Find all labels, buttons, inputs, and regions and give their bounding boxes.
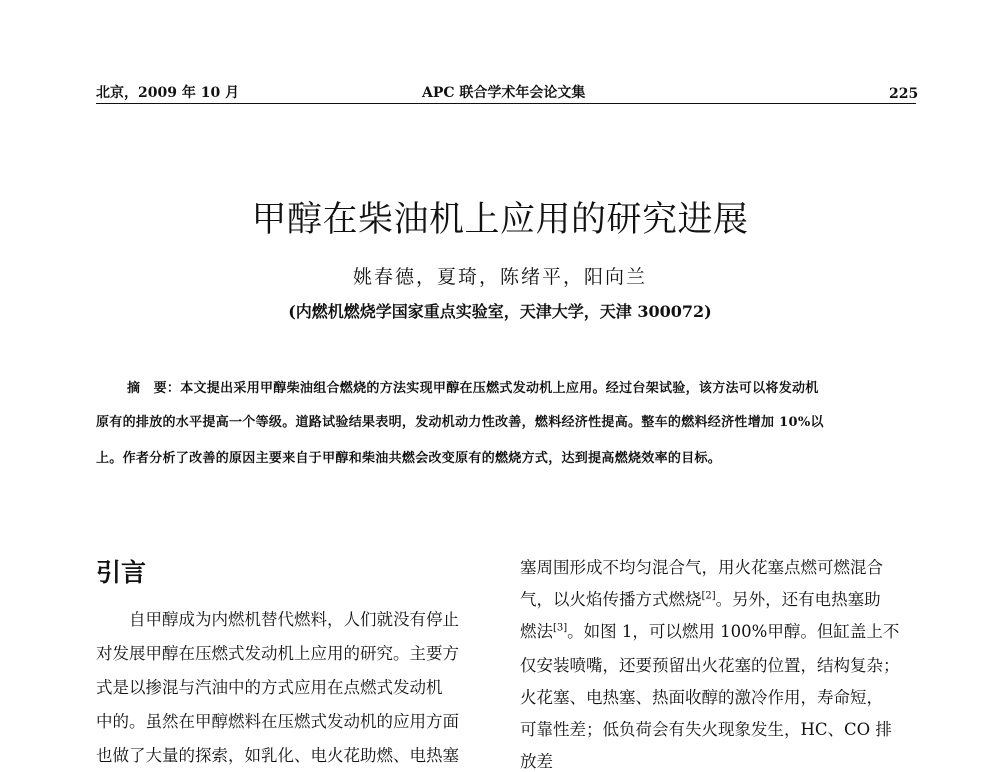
author-list: 姚春德，夏琦，陈绪平，阳向兰: [352, 266, 647, 288]
abstract-line: 摘 要：本文提出采用甲醇柴油组合燃烧的方法实现甲醇在压燃式发动机上应用。经过台架试验，该方法可以将发动机: [127, 381, 819, 396]
running-header-proceedings: APC 联合学术年会论文集: [422, 85, 586, 101]
body-line-right: 塞周围形成不均匀混合气，用火花塞点燃可燃混合: [520, 558, 883, 577]
body-line-right: 放差: [520, 752, 553, 771]
citation-ref: [3]: [553, 622, 568, 634]
body-line-right: [520, 618, 899, 642]
text-segment: 燃法: [520, 622, 553, 641]
running-header-date: 北京，2009 年 10 月: [96, 85, 240, 101]
text-segment: 气，以火焰传播方式燃烧: [520, 590, 702, 609]
body-line-right: 可靠性差；低负荷会有失火现象发生，HC、CO 排: [520, 720, 892, 739]
body-line-right: 火花塞、电热塞、热面收醇的激冷作用，寿命短，: [520, 688, 883, 707]
text-segment: 。如图 1，可以燃用 100%甲醇。但缸盖上不: [567, 622, 900, 641]
page-number: 225: [889, 86, 919, 102]
body-line-left: 式是以掺混与汽油中的方式应用在点燃式发动机: [96, 678, 443, 697]
body-line-left: 自甲醇成为内燃机替代燃料，人们就没有停止: [96, 610, 459, 629]
section-heading: 引言: [96, 558, 147, 587]
body-line-left: 也做了大量的探索，如乳化、电火花助燃、电热塞: [96, 746, 459, 765]
body-line-left: 中的。虽然在甲醇燃料在压燃式发动机的应用方面: [96, 712, 459, 731]
affiliation: (内燃机燃烧学国家重点实验室，天津大学，天津 300072): [288, 302, 712, 321]
body-line-right: [520, 586, 881, 610]
text-segment: 。另外，还有电热塞助: [715, 590, 881, 609]
body-line-right: 仅安装喷嘴，还要预留出火花塞的位置，结构复杂；: [520, 656, 900, 675]
abstract-line: 原有的排放的水平提高一个等级。道路试验结果表明，发动机动力性改善，燃料经济性提高。整车的燃料经济性增加 10%以: [96, 415, 824, 430]
paper-title: 甲醇在柴油机上应用的研究进展: [251, 200, 749, 240]
header-rule: [96, 103, 916, 104]
body-line-left: 对发展甲醇在压燃式发动机上应用的研究。主要方: [96, 644, 459, 663]
citation-ref: [2]: [701, 590, 716, 602]
abstract-line: 上。作者分析了改善的原因主要来自于甲醇和柴油共燃会改变原有的燃烧方式，达到提高燃烧效率的目标。: [96, 451, 722, 466]
